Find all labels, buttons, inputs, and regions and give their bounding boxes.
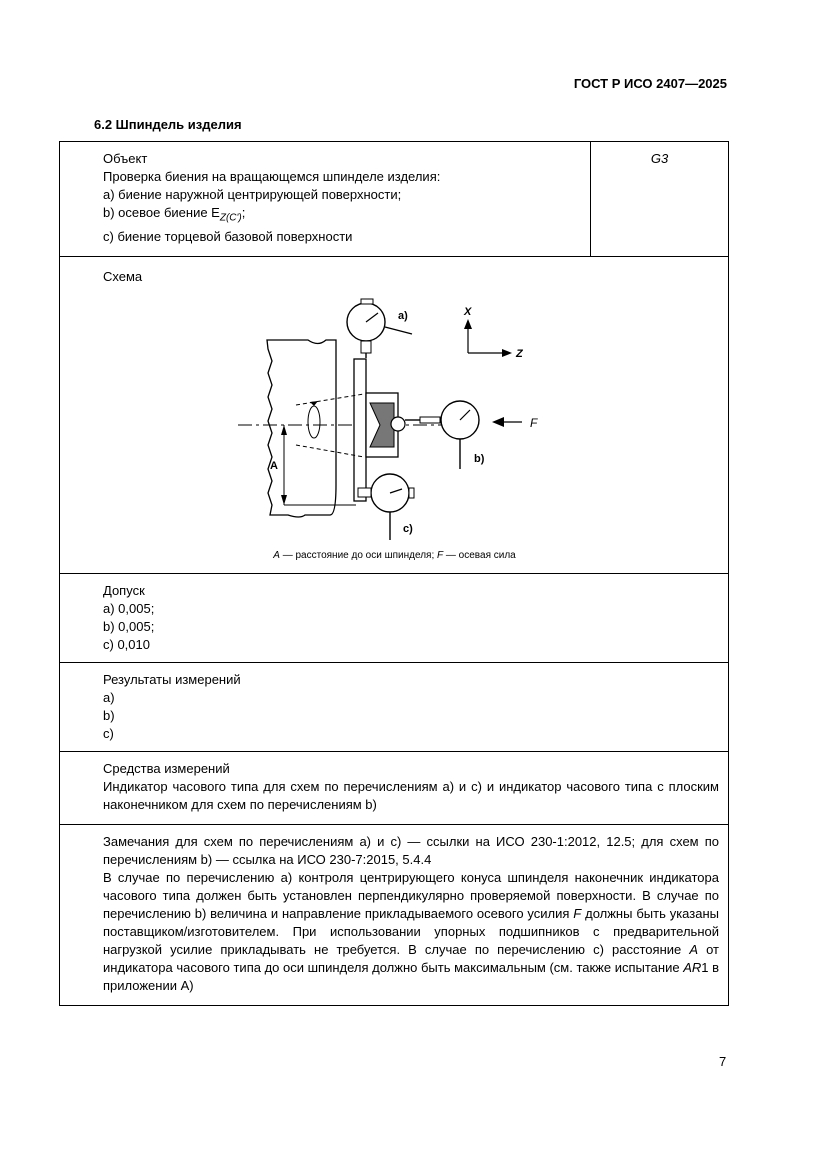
object-item-c: с) биение торцевой базовой поверхности — [103, 228, 353, 244]
code-cell — [591, 142, 729, 257]
scheme-caption: A — расстояние до оси шпинделя; F — осевая сила — [273, 550, 516, 561]
axis-z-arrowhead — [502, 349, 512, 357]
spindle-body — [267, 340, 336, 517]
object-label: Объект — [103, 151, 148, 166]
object-item-a: а) биение наружной центрирующей поверхности; — [103, 187, 402, 202]
instruments-label: Средства измерений — [103, 761, 230, 776]
tolerance-cell — [60, 574, 729, 663]
indicator-b-stem — [420, 417, 440, 423]
indicator-a-stem — [361, 341, 371, 353]
object-cell — [60, 142, 591, 257]
tolerance-item-b: b) 0,005; — [103, 619, 155, 634]
document-code: ГОСТ Р ИСО 2407—2025 — [573, 76, 727, 91]
label-a: а) — [398, 310, 408, 322]
rotation-arrowhead — [310, 401, 318, 406]
rotation-arrow — [308, 406, 320, 438]
notes-cell — [60, 825, 729, 1006]
test-ball — [391, 417, 405, 431]
indicator-c-stem — [358, 488, 371, 497]
scheme-cell — [60, 257, 729, 574]
object-item-b: b) осевое биение $E_{Z(C')}$; — [103, 205, 246, 224]
results-item-c: с) — [103, 726, 114, 741]
scheme-label: Схема — [103, 269, 143, 284]
force-arrowhead — [492, 417, 504, 427]
axis-x-arrowhead — [464, 319, 472, 329]
notes-paragraph-2: В случае по перечислению а) контроля центрирующего конуса шпинделя наконечник индикатора часового типа должен быть установлен перпендикулярно проверяемой поверхности. В случае по перечислению b) величина и направление прикладываемого осевого усилия F должны быть указаны поставщиком/изготовителем. При использовании упорных подшипников с предварительной нагрузкой усилие прикладывать не требуется. В случае по перечислению с) расстояние A от индикатора часового типа до оси шпинделя должно быть максимальным (см. также испытание AR1 в приложении А) — [103, 870, 719, 993]
results-label: Результаты измерений — [103, 672, 241, 687]
instruments-text: Индикатор часового типа для схем по перечислениям а) и с) и индикатор часового типа с плоским наконечником для схем по перечислениям b) — [103, 779, 719, 812]
results-item-b: b) — [103, 708, 115, 723]
tolerance-item-a: а) 0,005; — [103, 601, 155, 616]
results-cell — [60, 663, 729, 752]
indicator-a-arm — [385, 327, 412, 334]
notes-paragraph-1: Замечания для схем по перечислениям а) и с) — ссылки на ИСО 230-1:2012, 12.5; для схем по перечислениям b) — ссылка на ИСО 230-7:2015, 5.4.4 — [103, 834, 719, 867]
dimension-a-arrow-top — [281, 425, 287, 435]
spindle-flange — [354, 359, 366, 501]
label-force: F — [530, 416, 538, 430]
tolerance-label: Допуск — [103, 583, 145, 598]
label-b: b) — [474, 453, 485, 465]
page-number: 7 — [719, 1054, 727, 1069]
object-text: Проверка биения на вращающемся шпинделе изделия: — [103, 169, 441, 184]
dimension-a-arrow-bottom — [281, 495, 287, 505]
test-code: G3 — [650, 151, 669, 166]
label-x-axis: X — [464, 306, 472, 318]
results-item-a: а) — [103, 690, 115, 705]
label-distance: A — [270, 460, 278, 472]
instruments-cell — [60, 752, 729, 825]
label-z-axis: Z — [516, 348, 523, 360]
section-title: 6.2 Шпиндель изделия — [94, 117, 242, 132]
scheme-drawing — [60, 257, 727, 573]
indicator-c-cap — [409, 488, 414, 498]
indicator-a-cap — [361, 299, 373, 304]
tolerance-item-c: с) 0,010 — [103, 637, 150, 652]
inspection-table — [59, 141, 729, 1006]
label-c: с) — [403, 523, 413, 535]
